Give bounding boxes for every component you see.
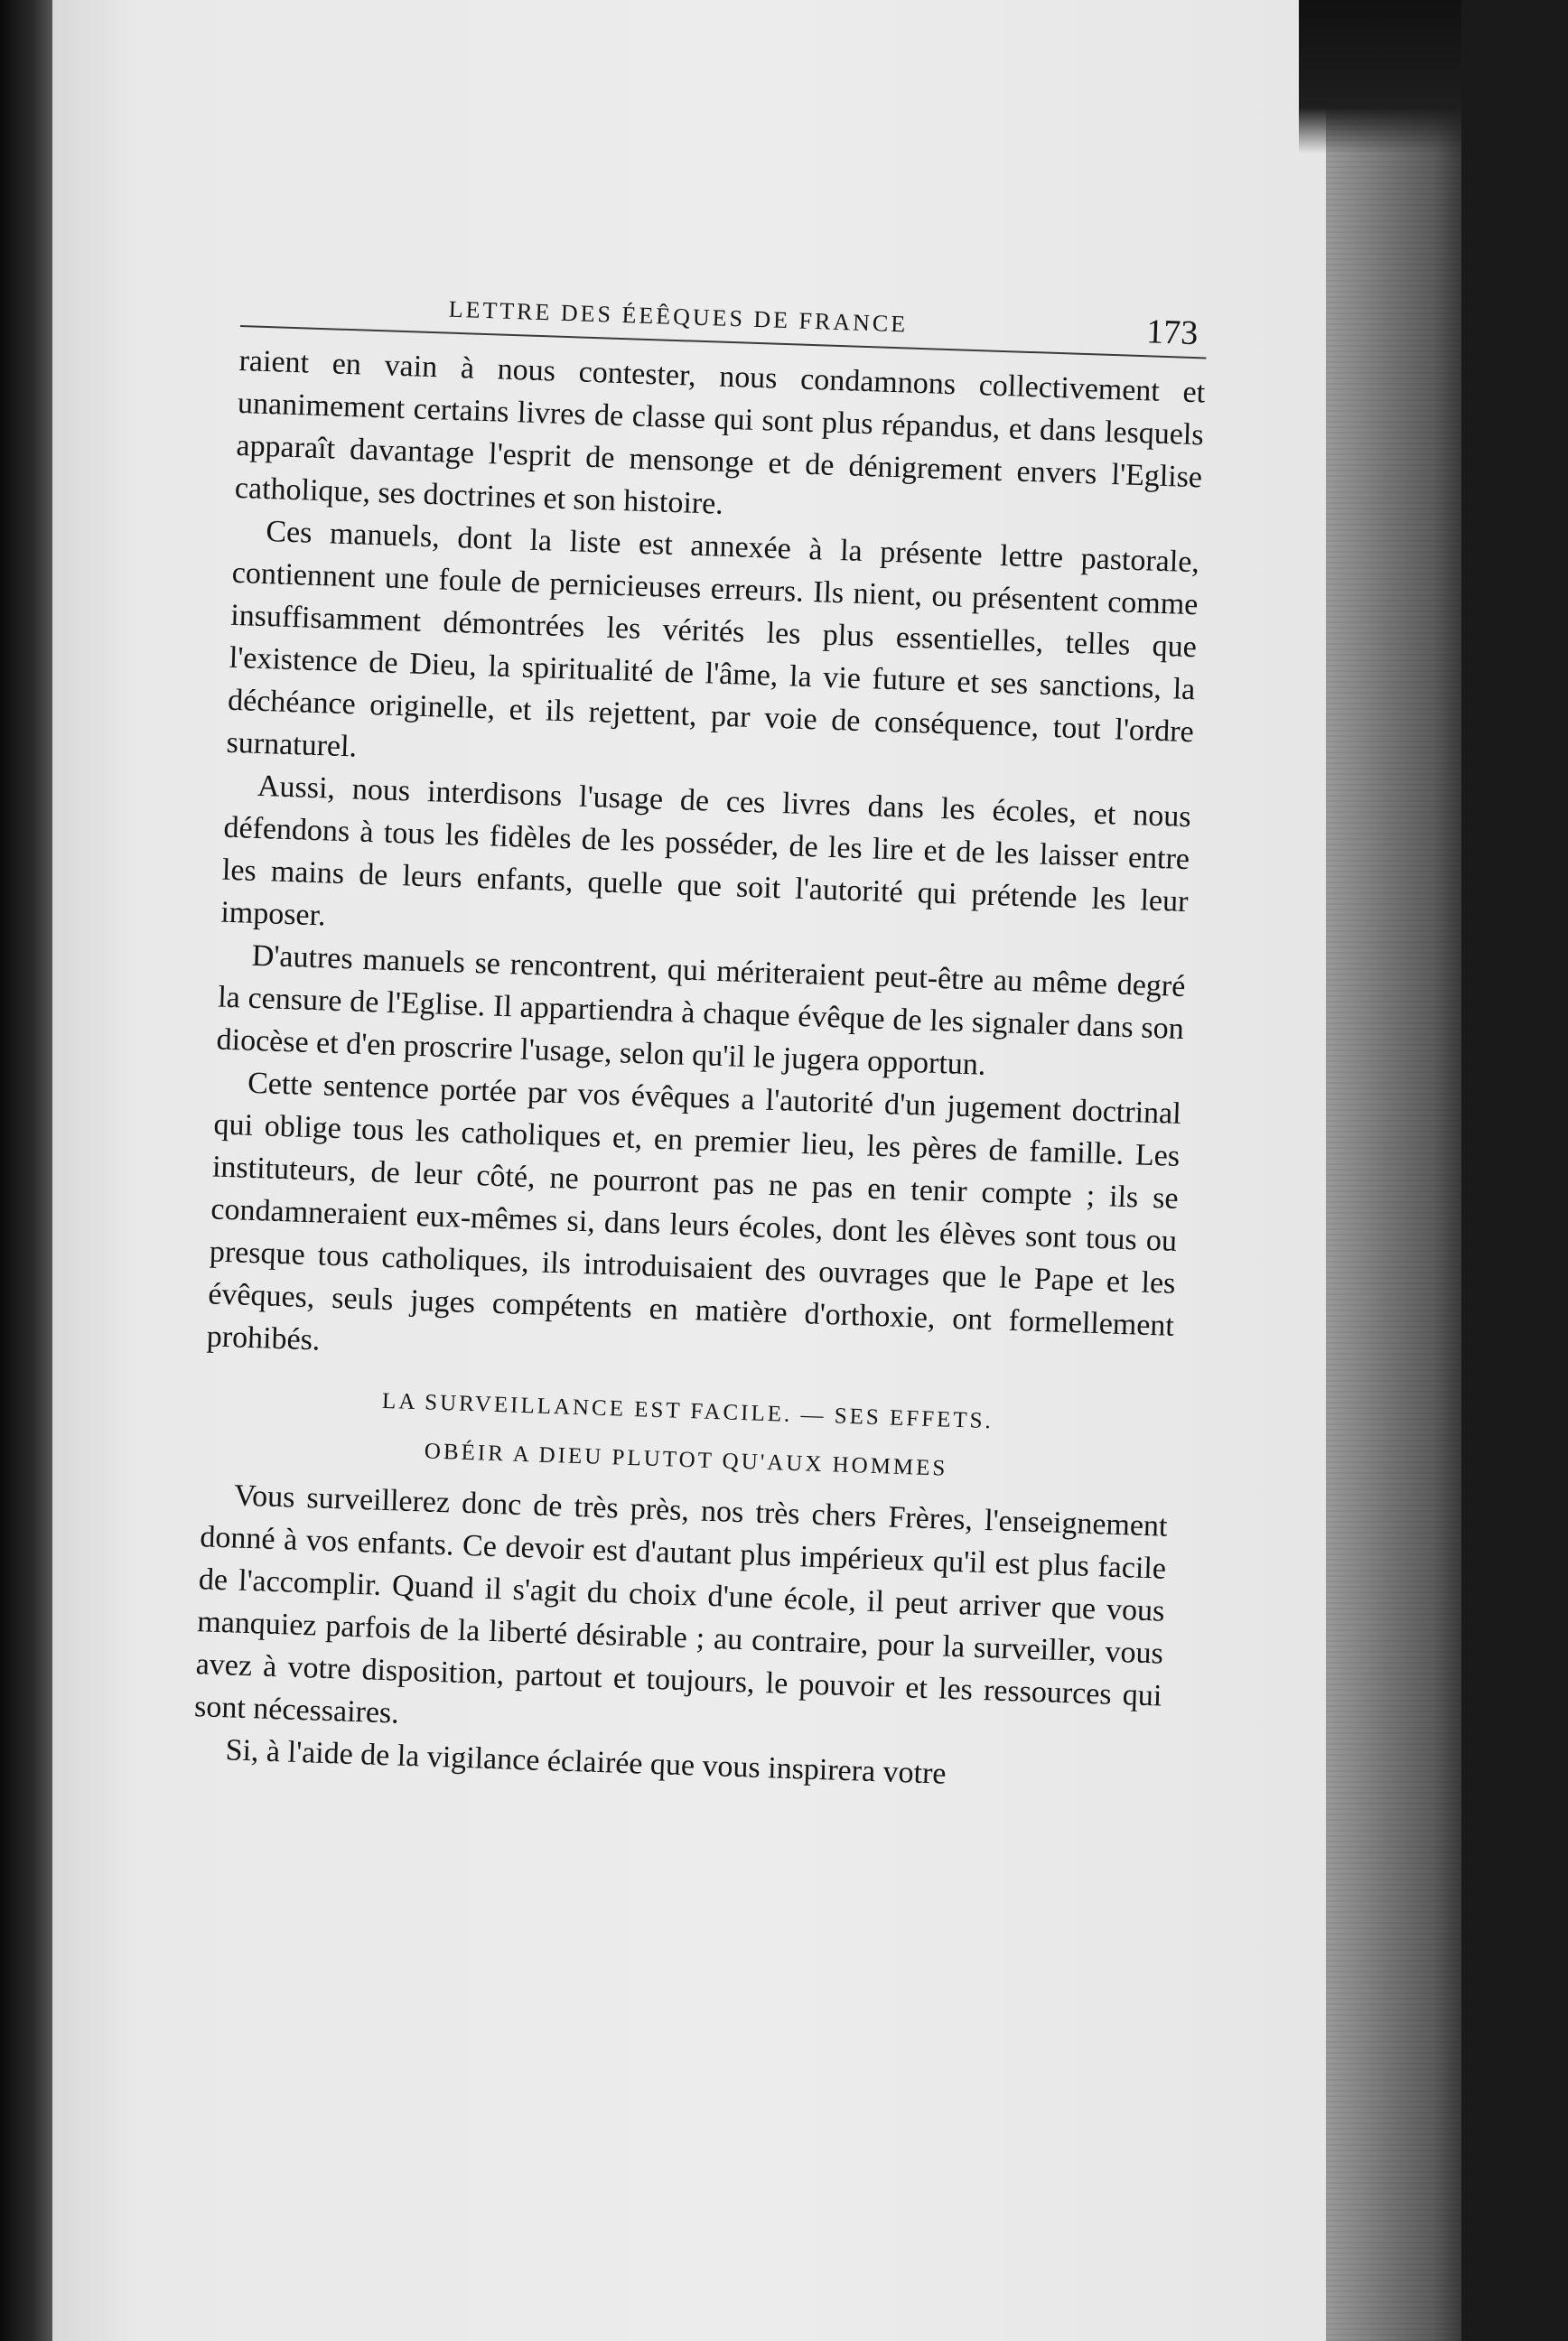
running-title: LETTRE DES ÉEÊQUES DE FRANCE [448, 295, 909, 338]
page-top-shadow [1299, 0, 1461, 154]
book-gutter-shadow [0, 0, 54, 2341]
paragraph: raient en vain à nous contester, nous condamnons collectivement et unanimement certains livres de classe qui sont plus répandus, et dans lesquels apparaît davantage l'esprit de mensonge et de dénigrement envers l'Eglise catholique, ses doctrines et son histoire. [234, 343, 1206, 521]
paragraph: Ces manuels, dont la liste est annexée à la présente lettre pastorale, contiennent une foule de pernicieuses erreurs. Ils nient, ou présentent comme insuffisamment démontrées les vérités les plus essentielles, telles que l'existence de Dieu, la spiritualité de l'âme, la vie future et ses sanctions, la déchéance originelle, et ils rejettent, par voie de conséquence, tout l'ordre surnaturel. [226, 515, 1200, 764]
section-heading-line-1: LA SURVEILLANCE EST FACILE. — SES EFFETS. [381, 1388, 994, 1434]
paragraph: D'autres manuels se rencontrent, qui mériteraient peut-être au même degré la censure de l'Eglise. Il appartiendra à chaque évêque de les signaler dans son diocèse et d'en proscrire l'usage, selon qu'il le jugera opportun. [216, 938, 1186, 1082]
paragraph: Si, à l'aide de la vigilance éclairée que vous inspirera votre [225, 1733, 947, 1791]
paragraph: Aussi, nous interdisons l'usage de ces livres dans les écoles, et nous défendons à tous les fidèles de les posséder, de les lire et de les laisser entre les mains de leurs enfants, quelle que soit l'autorité qui prétende les leur imposer. [219, 769, 1192, 933]
book-page [52, 0, 1461, 2341]
paragraph: Cette sentence portée par vos évêques a l'autorité d'un jugement doctrinal qui oblige tous les catholiques et, en premier lieu, les pères de famille. Les instituteurs, de leur côté, ne pourront pas ne pas en tenir compte ; ils se condamneraient eux-mêmes si, dans leurs écoles, dont les élèves sont tous ou presque tous catholiques, ils introduisaient des ouvrages que le Pape et les évêques, seuls juges compétents en matière d'orthoxie, ont formellement prohibés. [206, 1066, 1182, 1357]
section-heading-line-2: OBÉIR A DIEU PLUTOT QU'AUX HOMMES [424, 1439, 948, 1481]
page-text-block [192, 271, 1208, 1803]
page-number: 173 [1145, 312, 1199, 353]
page-edges-stack [1326, 0, 1461, 2341]
paragraph: Vous surveillerez donc de très près, nos très chers Frères, l'enseignement donné à vos enfants. Ce devoir est d'autant plus impérieux qu'il est plus facile de l'accomplir. Quand il s'agit du choix d'une école, il peut arriver que vous manquiez parfois de la liberté désirable ; au contraire, pour la surveiller, vous avez à votre disposition, partout et toujours, le pouvoir et les ressources qui sont nécessaires. [193, 1478, 1169, 1730]
